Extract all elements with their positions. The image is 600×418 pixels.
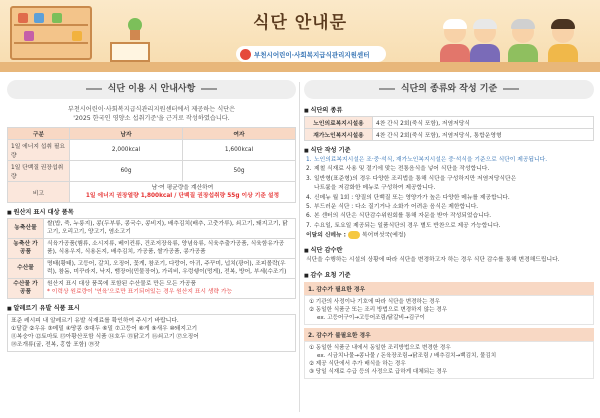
table-row: 농축산물 쌀(밥, 죽, 누룽지), 콩(두부류, 콩국수, 콩비지), 배추김치(배추, 고춧가루), 쇠고기, 돼지고기, 닭고기, 오리고기, 양고기, 염소고기 [8, 219, 296, 239]
table-row: 1일 단백질 권장섭취량 60g 50g [8, 161, 296, 182]
case-unneeded-title: 2. 감수가 불필요한 경우 [304, 328, 594, 341]
energy-table [7, 127, 296, 203]
table-row: 농축산 가공품 식육가공품(햄류, 소시지류, 베이컨류, 건조저장육류, 양념육류, 식육추출가공품, 식육함유가공품), 식용우지, 식용돈지, 배추김치, 가공품, 쌀가공품, 콩가공품 [8, 239, 296, 259]
note-highlight: 1일 에너지 권장열량 1,800kcal / 단백질 권장섭취량 55g 이상 기준 설정 [85, 193, 280, 199]
new-menu-line: 이달의 신메뉴 : 복어버섯국(예정) [306, 232, 406, 239]
table-row: 수산물 가공품 원산지 표시 대상 품목에 포함된 수산물로 만든 모든 가공품 * 이력상 원료량이 '연육'으로만 표기되어있는 경우 원산지 표시 생략 가능 [8, 279, 296, 299]
criteria-heading: ■ 식단 작성 기준 [304, 145, 594, 154]
supervision-text: 식단을 수행하는 시설의 상황에 따라 식단을 변경하고자 하는 경우 식단 감수를 통해 변경해드립니다. [306, 257, 560, 264]
list-item: 2. 제철 식재료 사용 및 절기에 맞는 전통음식을 넣어 식단을 작성합니다. [306, 166, 490, 173]
org-logo-icon [240, 49, 251, 60]
supervision-heading: ■ 식단 감수란 [304, 245, 594, 254]
case-unneeded-body: ① 동일한 식품군 내에서 동일한 조리방법으로 변경한 경우 ex. 시금치나물→콩나물 / 돈육장조림→닭조림 / 배추김치→백김치, 물김치 ② 제공 식단에서 추가 배식을 하는 경우 ③ 당일 식재료 수급 등의 사정으로 급하게 대체되는 경우 [304, 341, 594, 379]
table-row: 비고 남·여 평균량을 계산하여 1일 에너지 권장열량 1,800kcal / 단백질 권장섭취량 55g 이상 기준 설정 [8, 182, 296, 203]
list-item: 4. 신메뉴 월 1회 : 양질의 단백질 또는 영양가가 높은 다양한 메뉴를 제공합니다. [306, 194, 510, 201]
org-name: 부천시어린이·사회복지급식관리지원센터 [254, 50, 370, 59]
list-item: 7. 수요일, 토요일 제공되는 일품식단의 경우 별도 반찬으로 제공 가능합니다. [306, 222, 501, 229]
table-header: 구분 [8, 128, 70, 140]
table-row: 1일 에너지 섭취 필요량 2,000kcal 1,600kcal [8, 140, 296, 161]
pot-icon [130, 30, 140, 40]
intro-text: 부천시어린이·사회복지급식관리지원센터에서 제공하는 식단은 '2025 한국인 영양소 섭취기준'을 근거로 작성하였습니다. [67, 106, 236, 122]
org-badge [236, 46, 386, 62]
page-title: 식단 안내문 [252, 13, 348, 33]
allergy-line: ⑪복숭아 ⑫토마토 ⑬아황산포함 식품 ⑭호두 ⑮닭고기 ⑯쇠고기 ⑰오징어 [11, 334, 199, 340]
list-item: 5. 부드러운 식단 : 다소 질기거나 소화가 어려운 음식은 제한합니다. [306, 204, 479, 211]
allergy-box [7, 314, 296, 352]
right-section-title: 식단의 종류와 작성 기준 [304, 80, 594, 99]
allergy-intro: 표준 레시피 내 알레르기 유발 식재료를 확인하여 주시기 바랍니다. [11, 318, 179, 324]
header-banner [0, 0, 600, 72]
types-heading: ■ 식단의 종류 [304, 105, 594, 114]
table-header: 남자 [70, 128, 183, 140]
list-item: 3. 일반형(표준형)의 경우 다양한 조리법을 통해 식단을 구성하지만 저염저당식단은 [306, 175, 517, 182]
case-needed-body: ① 기관의 사정이나 기호에 따라 식단을 변경하는 경우 ② 동일한 식품군 또는 조리 방법으로 변경하지 않는 경우 ex. 고등어구이→고등어조림/닭갈비→김구이 [304, 295, 594, 325]
left-column [7, 80, 296, 352]
left-section-title: 식단 이용 시 안내사항 [7, 80, 296, 99]
list-item: 1. 노인의료복지시설은 조·중·석식, 재가노인복지시설은 중·석식을 기준으로 식단이 제공됩니다. [306, 157, 548, 163]
menu-types-table [304, 116, 594, 141]
table-row: 수산물 명태(황태), 고등어, 갈치, 오징어, 꽃게, 참조기, 다랑어, 아귀, 주꾸미, 넙치(광어), 조피볼락(우럭), 참돔, 미꾸라지, 낙지, 뱀장어(민물장어), 가리비, 우렁쉥이(멍게), 전복, 방어, 부세(수조기) [8, 259, 296, 279]
case-needed-title: 1. 감수가 필요한 경우 [304, 282, 594, 295]
family-illustration [440, 8, 590, 68]
table-row: 노인의료복지시설용 4찬 간식 2회(죽식 포함), 저염저당식 [305, 117, 594, 129]
allergy-heading: ■ 알레르기 유발 식품 표시 [7, 303, 296, 312]
list-item: 나트륨을 저감화한 메뉴로 구성하여 제공합니다. [314, 185, 436, 192]
origin-table [7, 218, 296, 299]
list-item: 6. 본 센터의 식단은 식단감수위원회를 통해 자문을 받아 작성되었습니다. [306, 213, 492, 220]
table-row: 재가노인복지시설용 4찬 간식 2회(죽식 포함), 저염저당식, 통합운영형 [305, 129, 594, 141]
origin-note: * 이력상 원료량이 '연육'으로만 표기되어있는 경우 원산지 표시 생략 가능 [47, 288, 233, 295]
smiley-icon [348, 231, 360, 239]
window-illustration [110, 42, 150, 62]
column-divider [299, 82, 300, 412]
kitchen-cabinet-illustration [10, 6, 92, 60]
origin-heading: ■ 원산지 표시 대상 품목 [7, 207, 296, 216]
allergy-line: ①달걀 ②우유 ③메밀 ④땅콩 ⑤대두 ⑥밀 ⑦고등어 ⑧게 ⑨새우 ⑩돼지고기 [11, 326, 198, 332]
table-header: 여자 [183, 128, 296, 140]
note-text: 남·여 평균량을 계산하여 [151, 185, 214, 191]
cases-heading: ■ 감수 요청 기준 [304, 270, 594, 279]
allergy-line: ⑱조개류(굴, 전복, 홍합 포함) ⑲잣 [11, 342, 100, 348]
right-column [304, 80, 594, 379]
criteria-list [304, 156, 594, 241]
